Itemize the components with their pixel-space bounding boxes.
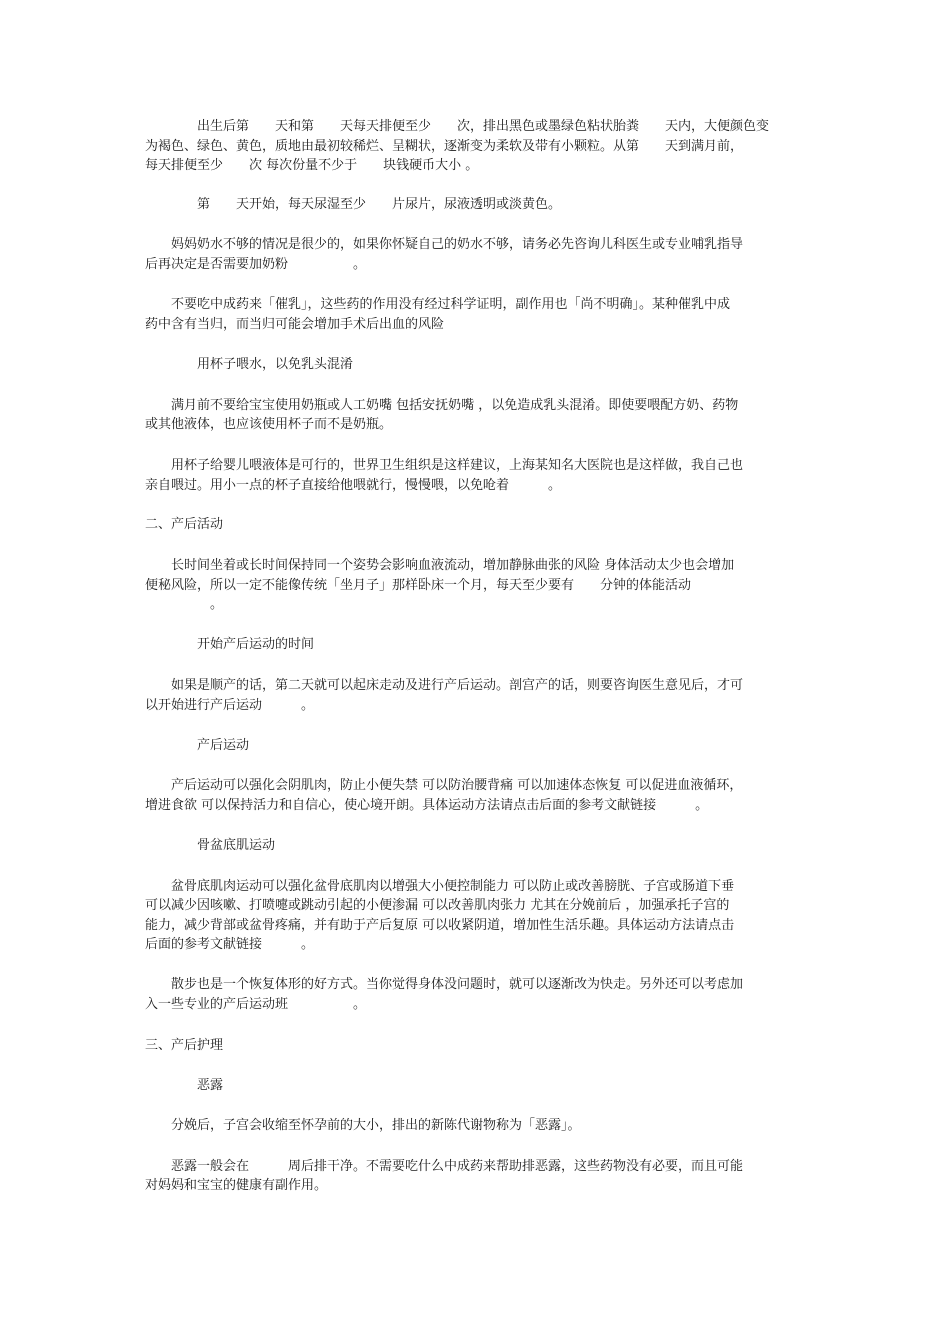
section-subheading: 产后运动: [145, 738, 250, 753]
section-subheading: 用杯子喂水，以免乳头混淆: [145, 357, 354, 372]
text-line: 盆骨底肌肉运动可以强化盆骨底肌肉以增强大小便控制能力 可以防止或改善膀胱、子宫或肠道下垂: [145, 879, 735, 894]
text-line: 。: [145, 597, 224, 612]
text-line: 以开始进行产后运动 。: [145, 698, 315, 713]
text-line: 用杯子给婴儿喂液体是可行的，世界卫生组织是这样建议，上海某知名大医院也是这样做，我自己也: [145, 458, 744, 473]
section-subheading: 骨盆底肌运动: [145, 838, 276, 853]
text-line: 可以减少因咳嗽、打喷嚏或跳动引起的小便渗漏 可以改善肌肉张力 尤其在分娩前后 ，加强承托子宫的: [145, 898, 730, 913]
text-line: 后面的参考文献链接 。: [145, 937, 315, 952]
text-line: 恶露一般会在 周后排干净。不需要吃什么中成药来帮助排恶露，这些药物没有必要，而且可能: [145, 1159, 744, 1174]
text-line: 入一些专业的产后运动班 。: [145, 997, 367, 1012]
text-line: 长时间坐着或长时间保持同一个姿势会影响血液流动，增加静脉曲张的风险 身体活动太少也会增加: [145, 558, 735, 573]
text-line: 分娩后，子宫会收缩至怀孕前的大小，排出的新陈代谢物称为「恶露」。: [145, 1118, 581, 1133]
text-line: 增进食欲 可以保持活力和自信心，使心境开朗。具体运动方法请点击后面的参考文献链接 。: [145, 798, 709, 813]
text-line: 对妈妈和宝宝的健康有副作用。: [145, 1178, 328, 1193]
text-line: 后再决定是否需要加奶粉 。: [145, 257, 367, 272]
section-subheading: 恶露: [145, 1078, 224, 1093]
text-line: 第 天开始，每天尿湿至少 片尿片，尿液透明或淡黄色。: [145, 197, 562, 212]
section-heading: 三、产后护理: [145, 1038, 224, 1053]
text-line: 能力，减少背部或盆骨疼痛，并有助于产后复原 可以收紧阴道，增加性生活乐趣。具体运动方法请点击: [145, 918, 735, 933]
text-line: 为褐色、绿色、黄色，质地由最初较稀烂、呈糊状，逐渐变为柔软及带有小颗粒。从第 天到满月前，: [145, 139, 744, 154]
section-heading: 二、产后活动: [145, 517, 224, 532]
text-line: 妈妈奶水不够的情况是很少的，如果你怀疑自己的奶水不够，请务必先咨询儿科医生或专业哺乳指导: [145, 237, 744, 252]
text-line: 如果是顺产的话，第二天就可以起床走动及进行产后运动。剖宫产的话，则要咨询医生意见后，才可: [145, 678, 744, 693]
text-line: 满月前不要给宝宝使用奶瓶或人工奶嘴 包括安抚奶嘴 ，以免造成乳头混淆。即使要喂配方奶、药物: [145, 398, 739, 413]
text-line: 每天排便至少 次 每次份量不少于 块钱硬币大小 。: [145, 158, 479, 173]
text-line: 不要吃中成药来「催乳」，这些药的作用没有经过科学证明，副作用也「尚不明确」。某种催乳中成: [145, 297, 731, 312]
text-line: 散步也是一个恢复体形的好方式。当你觉得身体没问题时，就可以逐渐改为快走。另外还可以考虑加: [145, 977, 744, 992]
text-line: 出生后第 天和第 天每天排便至少 次，排出黑色或墨绿色粘状胎粪 天内，大便颜色变: [145, 119, 770, 134]
text-line: 药中含有当归，而当归可能会增加手术后出血的风险: [145, 317, 445, 332]
text-line: 亲自喂过。用小一点的杯子直接给他喂就行，慢慢喂，以免呛着 。: [145, 478, 562, 493]
section-subheading: 开始产后运动的时间: [145, 637, 315, 652]
text-line: 或其他液体，也应该使用杯子而不是奶瓶。: [145, 417, 393, 432]
text-line: 产后运动可以强化会阴肌肉，防止小便失禁 可以防治腰背痛 可以加速体态恢复 可以促进血液循环，: [145, 778, 743, 793]
text-line: 便秘风险，所以一定不能像传统「坐月子」那样卧床一个月，每天至少要有 分钟的体能活动: [145, 578, 692, 593]
